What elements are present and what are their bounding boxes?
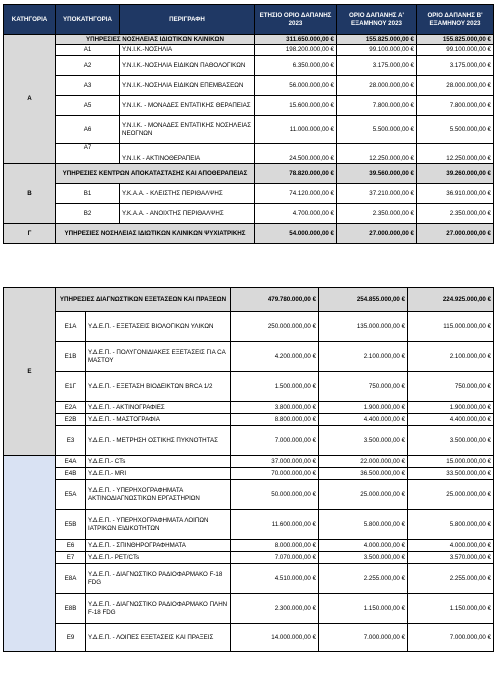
row-description: Υ.Δ.Ε.Π. - ΥΠΕΡΗΧΟΓΡΑΦΗΜΑΤΑ ΛΟΙΠΩΝ ΙΑΤΡΙΚΩΝ ΕΙΔΙΚΟΤΗΤΩΝ <box>86 510 231 540</box>
annual-limit: 3.800.000,00 € <box>231 402 319 414</box>
row-description: Υ.Δ.Ε.Π. - ΜΑΣΤΟΓΡΑΦΙΑ <box>86 414 231 426</box>
table-row <box>4 372 494 402</box>
second-half-limit: 750.000,00 € <box>408 372 494 402</box>
second-half-limit: 2.255.000,00 € <box>408 564 494 594</box>
subcategory-code: Ε7 <box>56 552 86 564</box>
annual-limit: 479.780.000,00 € <box>231 288 319 312</box>
table-row <box>4 456 494 468</box>
first-half-limit: 25.000.000,00 € <box>319 480 408 510</box>
annual-limit: 1.500.000,00 € <box>231 372 319 402</box>
first-half-limit: 3.175.000,00 € <box>337 56 417 76</box>
first-half-limit: 135.000.000,00 € <box>319 312 408 342</box>
first-half-limit: 155.825.000,00 € <box>337 35 417 45</box>
group-description: ΥΠΗΡΕΣΙΕΣ ΚΕΝΤΡΩΝ ΑΠΟΚΑΤΑΣΤΑΣΗΣ ΚΑΙ ΑΠΟΘΕΡΑΠΕΙΑΣ <box>56 164 255 184</box>
subcategory-code: Α7 <box>56 144 120 164</box>
annual-limit: 15.600.000,00 € <box>255 96 337 116</box>
first-half-limit: 4.400.000,00 € <box>319 414 408 426</box>
second-half-limit: 39.260.000,00 € <box>417 164 494 184</box>
category-g-cell: Γ <box>4 224 56 244</box>
table-row <box>4 45 494 56</box>
row-description: Υ.Δ.Ε.Π. - ΜΕΤΡΗΣΗ ΟΣΤΙΚΗΣ ΠΥΚΝΟΤΗΤΑΣ <box>86 426 231 456</box>
subcategory-code: Α6 <box>56 116 120 144</box>
first-half-limit: 5.800.000,00 € <box>319 510 408 540</box>
header-category: ΚΑΤΗΓΟΡΙΑ <box>4 5 56 35</box>
group-row-g <box>4 224 494 244</box>
second-half-limit: 2.100.000,00 € <box>408 342 494 372</box>
subcategory-code: Α2 <box>56 56 120 76</box>
second-half-limit: 15.000.000,00 € <box>408 456 494 468</box>
second-half-limit: 224.925.000,00 € <box>408 288 494 312</box>
first-half-limit: 28.000.000,00 € <box>337 76 417 96</box>
subcategory-code: Α1 <box>56 45 120 56</box>
row-description: Υ.Κ.Α.Α. - ΚΛΕΙΣΤΗΣ ΠΕΡΙΘΑΛΨΗΣ <box>120 184 255 204</box>
second-half-limit: 3.570.000,00 € <box>408 552 494 564</box>
table-row <box>4 402 494 414</box>
row-description: Υ.Ν.Ι.Κ. - ΜΟΝΑΔΕΣ ΕΝΤΑΤΙΚΗΣ ΘΕΡΑΠΕΙΑΣ <box>120 96 255 116</box>
first-half-limit: 2.100.000,00 € <box>319 342 408 372</box>
row-description: Υ.Δ.Ε.Π. - ΛΟΙΠΕΣ ΕΞΕΤΑΣΕΙΣ ΚΑΙ ΠΡΑΞΕΙΣ <box>86 624 231 652</box>
subcategory-code: Ε2Β <box>56 414 86 426</box>
table-row <box>4 144 494 164</box>
subcategory-code: Α5 <box>56 96 120 116</box>
first-half-limit: 7.800.000,00 € <box>337 96 417 116</box>
subcategory-code: Ε5Α <box>56 480 86 510</box>
second-half-limit: 1.150.000,00 € <box>408 594 494 624</box>
second-half-limit: 5.800.000,00 € <box>408 510 494 540</box>
group-description: ΥΠΗΡΕΣΙΕΣ ΔΙΑΓΝΩΣΤΙΚΩΝ ΕΞΕΤΑΣΕΩΝ ΚΑΙ ΠΡΑΞΕΩΝ <box>56 288 231 312</box>
second-half-limit: 5.500.000,00 € <box>417 116 494 144</box>
table-row <box>4 540 494 552</box>
subcategory-code: Β1 <box>56 184 120 204</box>
second-half-limit: 28.000.000,00 € <box>417 76 494 96</box>
header-first-half-limit: ΟΡΙΟ ΔΑΠΑΝΗΣ Α' ΕΞΑΜΗΝΟΥ 2023 <box>337 5 417 35</box>
header-second-half-limit: ΟΡΙΟ ΔΑΠΑΝΗΣ Β' ΕΞΑΜΗΝΟΥ 2023 <box>417 5 494 35</box>
first-half-limit: 3.500.000,00 € <box>319 426 408 456</box>
table-row <box>4 204 494 224</box>
second-half-limit: 99.100.000,00 € <box>417 45 494 56</box>
first-half-limit: 3.500.000,00 € <box>319 552 408 564</box>
first-half-limit: 36.500.000,00 € <box>319 468 408 480</box>
subcategory-code: Ε2Α <box>56 402 86 414</box>
group-description: ΥΠΗΡΕΣΙΕΣ ΝΟΣΗΛΕΙΑΣ ΙΔΙΩΤΙΚΩΝ ΚΛΙΝΙΚΩΝ <box>56 35 255 45</box>
second-half-limit: 33.500.000,00 € <box>408 468 494 480</box>
table-row <box>4 594 494 624</box>
row-description: Υ.Δ.Ε.Π. - ΕΞΕΤΑΣΗ ΒΙΟΔΕΙΚΤΩΝ BRCA 1/2 <box>86 372 231 402</box>
table-row <box>4 342 494 372</box>
first-half-limit: 37.210.000,00 € <box>337 184 417 204</box>
table-row <box>4 564 494 594</box>
second-half-limit: 3.175.000,00 € <box>417 56 494 76</box>
annual-limit: 11.600.000,00 € <box>231 510 319 540</box>
row-description: Υ.Ν.Ι.Κ - ΑΚΤΙΝΟΘΕΡΑΠΕΙΑ <box>120 144 255 164</box>
annual-limit: 4.200.000,00 € <box>231 342 319 372</box>
subcategory-code: Ε6 <box>56 540 86 552</box>
second-half-limit: 3.500.000,00 € <box>408 426 494 456</box>
table-row <box>4 468 494 480</box>
header-subcategory: ΥΠΟΚΑΤΗΓΟΡΙΑ <box>56 5 120 35</box>
table-row <box>4 414 494 426</box>
subcategory-code: Ε4Β <box>56 468 86 480</box>
row-description: Υ.Ν.Ι.Κ.-ΝΟΣΗΛΙΑ ΕΙΔΙΚΩΝ ΠΑΘΟΛΟΓΙΚΩΝ <box>120 56 255 76</box>
first-half-limit: 22.000.000,00 € <box>319 456 408 468</box>
annual-limit: 14.000.000,00 € <box>231 624 319 652</box>
row-description: Υ.Ν.Ι.Κ.-ΝΟΣΗΛΙΑ ΕΙΔΙΚΩΝ ΕΠΕΜΒΑΣΕΩΝ <box>120 76 255 96</box>
row-description: Υ.Δ.Ε.Π. - ΔΙΑΓΝΩΣΤΙΚΟ ΡΑΔΙΟΦΑΡΜΑΚΟ F-18 FDG <box>86 564 231 594</box>
header-row <box>4 5 494 35</box>
first-half-limit: 39.560.000,00 € <box>337 164 417 184</box>
subcategory-code: Ε4Α <box>56 456 86 468</box>
budget-table-1 <box>3 4 494 244</box>
table-row <box>4 624 494 652</box>
row-description: Υ.Δ.Ε.Π. - ΥΠΕΡΗΧΟΓΡΑΦΗΜΑΤΑ ΑΚΤΙΝΟΔΙΑΓΝΩΣΤΙΚΩΝ ΕΡΓΑΣΤΗΡΙΩΝ <box>86 480 231 510</box>
second-half-limit: 1.900.000,00 € <box>408 402 494 414</box>
category-e-cell: Ε <box>4 288 56 456</box>
subcategory-code: Ε8Β <box>56 594 86 624</box>
second-half-limit: 7.800.000,00 € <box>417 96 494 116</box>
group-row-e <box>4 288 494 312</box>
first-half-limit: 27.000.000,00 € <box>337 224 417 244</box>
table-row <box>4 56 494 76</box>
row-description: Υ.Δ.Ε.Π.- CTs <box>86 456 231 468</box>
annual-limit: 4.700.000,00 € <box>255 204 337 224</box>
first-half-limit: 1.150.000,00 € <box>319 594 408 624</box>
first-half-limit: 1.900.000,00 € <box>319 402 408 414</box>
annual-limit: 4.510.000,00 € <box>231 564 319 594</box>
annual-limit: 7.070.000,00 € <box>231 552 319 564</box>
annual-limit: 8.800.000,00 € <box>231 414 319 426</box>
category-a-cell: Α <box>4 35 56 164</box>
table-row <box>4 480 494 510</box>
table-row <box>4 552 494 564</box>
row-description: Υ.Δ.Ε.Π. - ΕΞΕΤΑΣΕΙΣ ΒΙΟΛΟΓΙΚΩΝ ΥΛΙΚΩΝ <box>86 312 231 342</box>
category-e-continued-cell <box>4 456 56 652</box>
annual-limit: 54.000.000,00 € <box>255 224 337 244</box>
table-row <box>4 76 494 96</box>
second-half-limit: 12.250.000,00 € <box>417 144 494 164</box>
row-description: Υ.Δ.Ε.Π. - ΔΙΑΓΝΩΣΤΙΚΟ ΡΑΔΙΟΦΑΡΜΑΚΟ ΠΛΗΝ F-18 FDG <box>86 594 231 624</box>
row-description: Υ.Δ.Ε.Π. - ΑΚΤΙΝΟΓΡΑΦΙΕΣ <box>86 402 231 414</box>
group-row-a <box>4 35 494 45</box>
subcategory-code: Ε1Γ <box>56 372 86 402</box>
annual-limit: 50.000.000,00 € <box>231 480 319 510</box>
subcategory-code: Ε1Β <box>56 342 86 372</box>
annual-limit: 6.350.000,00 € <box>255 56 337 76</box>
header-annual-limit: ΕΤΗΣΙΟ ΟΡΙΟ ΔΑΠΑΝΗΣ 2023 <box>255 5 337 35</box>
row-description: Υ.Ν.Ι.Κ. - ΜΟΝΑΔΕΣ ΕΝΤΑΤΙΚΗΣ ΝΟΣΗΛΕΙΑΣ ΝΕΟΓΝΩΝ <box>120 116 255 144</box>
second-half-limit: 4.400.000,00 € <box>408 414 494 426</box>
annual-limit: 311.650.000,00 € <box>255 35 337 45</box>
second-half-limit: 7.000.000,00 € <box>408 624 494 652</box>
header-description: ΠΕΡΙΓΡΑΦΗ <box>120 5 255 35</box>
first-half-limit: 4.000.000,00 € <box>319 540 408 552</box>
annual-limit: 24.500.000,00 € <box>255 144 337 164</box>
first-half-limit: 254.855.000,00 € <box>319 288 408 312</box>
first-half-limit: 2.255.000,00 € <box>319 564 408 594</box>
second-half-limit: 25.000.000,00 € <box>408 480 494 510</box>
second-half-limit: 115.000.000,00 € <box>408 312 494 342</box>
budget-table-2 <box>3 287 494 652</box>
annual-limit: 70.000.000,00 € <box>231 468 319 480</box>
row-description: Υ.Δ.Ε.Π. - ΠΟΛΥΓΟΝΙΔΙΑΚΕΣ ΕΞΕΤΑΣΕΙΣ ΓΙΑ CA ΜΑΣΤΟΥ <box>86 342 231 372</box>
first-half-limit: 99.100.000,00 € <box>337 45 417 56</box>
row-description: Υ.Δ.Ε.Π.- PET/CTs <box>86 552 231 564</box>
first-half-limit: 750.000,00 € <box>319 372 408 402</box>
first-half-limit: 5.500.000,00 € <box>337 116 417 144</box>
group-description: ΥΠΗΡΕΣΙΕΣ ΝΟΣΗΛΕΙΑΣ ΙΔΙΩΤΙΚΩΝ ΚΛΙΝΙΚΩΝ ΨΥΧΙΑΤΡΙΚΗΣ <box>56 224 255 244</box>
first-half-limit: 7.000.000,00 € <box>319 624 408 652</box>
first-half-limit: 2.350.000,00 € <box>337 204 417 224</box>
second-half-limit: 2.350.000,00 € <box>417 204 494 224</box>
annual-limit: 250.000.000,00 € <box>231 312 319 342</box>
subcategory-code: Α3 <box>56 76 120 96</box>
second-half-limit: 36.910.000,00 € <box>417 184 494 204</box>
annual-limit: 11.000.000,00 € <box>255 116 337 144</box>
annual-limit: 198.200.000,00 € <box>255 45 337 56</box>
second-half-limit: 4.000.000,00 € <box>408 540 494 552</box>
table-row <box>4 116 494 144</box>
annual-limit: 37.000.000,00 € <box>231 456 319 468</box>
subcategory-code: Ε3 <box>56 426 86 456</box>
table-row <box>4 312 494 342</box>
subcategory-code: Ε9 <box>56 624 86 652</box>
group-row-b <box>4 164 494 184</box>
subcategory-code: Ε5Β <box>56 510 86 540</box>
annual-limit: 8.000.000,00 € <box>231 540 319 552</box>
subcategory-code: Ε8Α <box>56 564 86 594</box>
table-row <box>4 96 494 116</box>
row-description: Υ.Ν.Ι.Κ.-ΝΟΣΗΛΙΑ <box>120 45 255 56</box>
second-half-limit: 27.000.000,00 € <box>417 224 494 244</box>
subcategory-code: Ε1Α <box>56 312 86 342</box>
row-description: Υ.Δ.Ε.Π.- MRI <box>86 468 231 480</box>
annual-limit: 56.000.000,00 € <box>255 76 337 96</box>
table-row <box>4 184 494 204</box>
category-b-cell: Β <box>4 164 56 224</box>
table-row <box>4 426 494 456</box>
second-half-limit: 155.825.000,00 € <box>417 35 494 45</box>
row-description: Υ.Δ.Ε.Π. - ΣΠΙΝΘΗΡΟΓΡΑΦΗΜΑΤΑ <box>86 540 231 552</box>
annual-limit: 2.300.000,00 € <box>231 594 319 624</box>
annual-limit: 74.120.000,00 € <box>255 184 337 204</box>
subcategory-code: Β2 <box>56 204 120 224</box>
first-half-limit: 12.250.000,00 € <box>337 144 417 164</box>
table-row <box>4 510 494 540</box>
annual-limit: 78.820.000,00 € <box>255 164 337 184</box>
annual-limit: 7.000.000,00 € <box>231 426 319 456</box>
row-description: Υ.Κ.Α.Α. - ΑΝΟΙΧΤΗΣ ΠΕΡΙΘΑΛΨΗΣ <box>120 204 255 224</box>
